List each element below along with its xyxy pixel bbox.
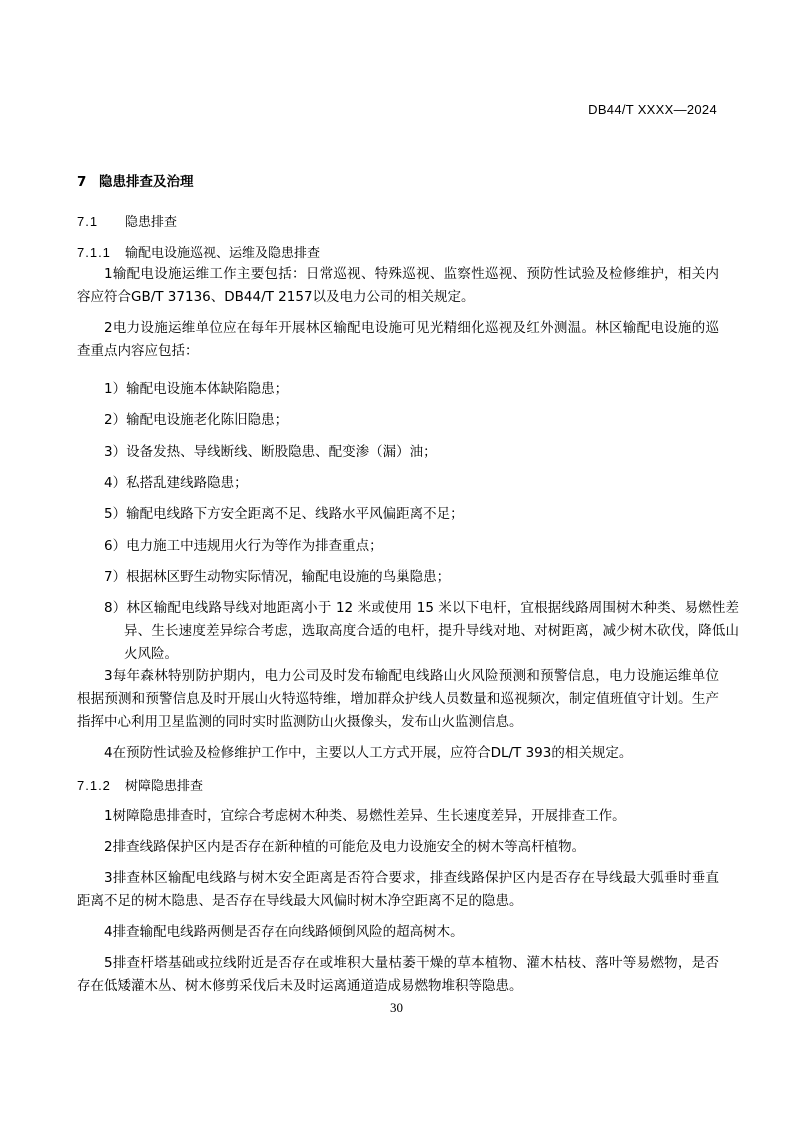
paragraph: 4排查输配电线路两侧是否存在向线路倾倒风险的超高树木。 <box>104 924 464 940</box>
chapter-title: 隐患排查及治理 <box>99 174 194 190</box>
section-title: 输配电设施巡视、运维及隐患排查 <box>125 246 321 261</box>
list-item: 8）林区输配电线路导线对地距离小于 12 米或使用 15 米以下电杆，宜根据线路周围树木种类、易燃性差异、生长速度差异综合考虑，选取高度合适的电杆，提升导线对地、对树距离，减少树木砍伐，降低山火风险。 <box>104 600 739 662</box>
chapter-number: 7 <box>77 174 87 190</box>
paragraph: 1树障隐患排查时，宜综合考虑树木种类、易燃性差异、生长速度差异，开展排查工作。 <box>104 808 626 824</box>
list-item: 3）设备发热、导线断线、断股隐患、配变渗（漏）油； <box>104 444 437 460</box>
section-title: 隐患排查 <box>125 215 178 230</box>
section-title: 树障隐患排查 <box>125 779 204 794</box>
paragraph: 2排查线路保护区内是否存在新种植的可能危及电力设施安全的树木等高杆植物。 <box>104 839 586 855</box>
paragraph: 1输配电设施运维工作主要包括：日常巡视、特殊巡视、监察性巡视、预防性试验及检修维护，相关内容应符合GB/T 37136、DB44/T 2157以及电力公司的相关规定。 <box>77 266 719 305</box>
paragraph: 5排查杆塔基础或拉线附近是否存在或堆积大量枯萎干燥的草本植物、灌木枯枝、落叶等易燃物，是否存在低矮灌木丛、树木修剪采伐后未及时运离通道造成易燃物堆积等隐患。 <box>77 955 719 994</box>
list-item: 4）私搭乱建线路隐患； <box>104 475 248 491</box>
section-number: 7.1.1 <box>77 245 111 260</box>
chapter-heading <box>77 172 194 192</box>
paragraph: 2电力设施运维单位应在每年开展林区输配电设施可见光精细化巡视及红外测温。林区输配电设施的巡查重点内容应包括： <box>77 320 719 359</box>
section-heading-7-1-2 <box>77 776 203 797</box>
page-number: 30 <box>390 1000 403 1015</box>
paragraph: 3每年森林特别防护期内，电力公司及时发布输配电线路山火风险预测和预警信息，电力设施运维单位根据预测和预警信息及时开展山火特巡特维，增加群众护线人员数量和巡视频次，制定值班值守计划。生产指挥中心利用卫星监测的同时实时监测防山火摄像头，发布山火监测信息。 <box>77 668 719 730</box>
document-code-header: DB44/T XXXX—2024 <box>588 102 717 117</box>
section-heading-7-1-1 <box>77 243 320 264</box>
list-item: 5）输配电线路下方安全距离不足、线路水平风偏距离不足； <box>104 506 464 522</box>
section-heading-7-1 <box>77 212 177 233</box>
list-item: 7）根据林区野生动物实际情况，输配电设施的鸟巢隐患； <box>104 569 451 585</box>
paragraph: 3排查林区输配电线路与树木安全距离是否符合要求，排查线路保护区内是否存在导线最大弧垂时垂直距离不足的树木隐患、是否存在导线最大风偏时树木净空距离不足的隐患。 <box>77 870 719 909</box>
list-item: 2）输配电设施老化陈旧隐患； <box>104 412 289 428</box>
paragraph: 4在预防性试验及检修维护工作中，主要以人工方式开展，应符合DL/T 393的相关规定。 <box>104 745 633 761</box>
list-item: 1）输配电设施本体缺陷隐患； <box>104 381 289 397</box>
section-number: 7.1 <box>77 214 99 229</box>
section-number: 7.1.2 <box>77 778 111 793</box>
list-item: 6）电力施工中违规用火行为等作为排查重点； <box>104 538 383 554</box>
